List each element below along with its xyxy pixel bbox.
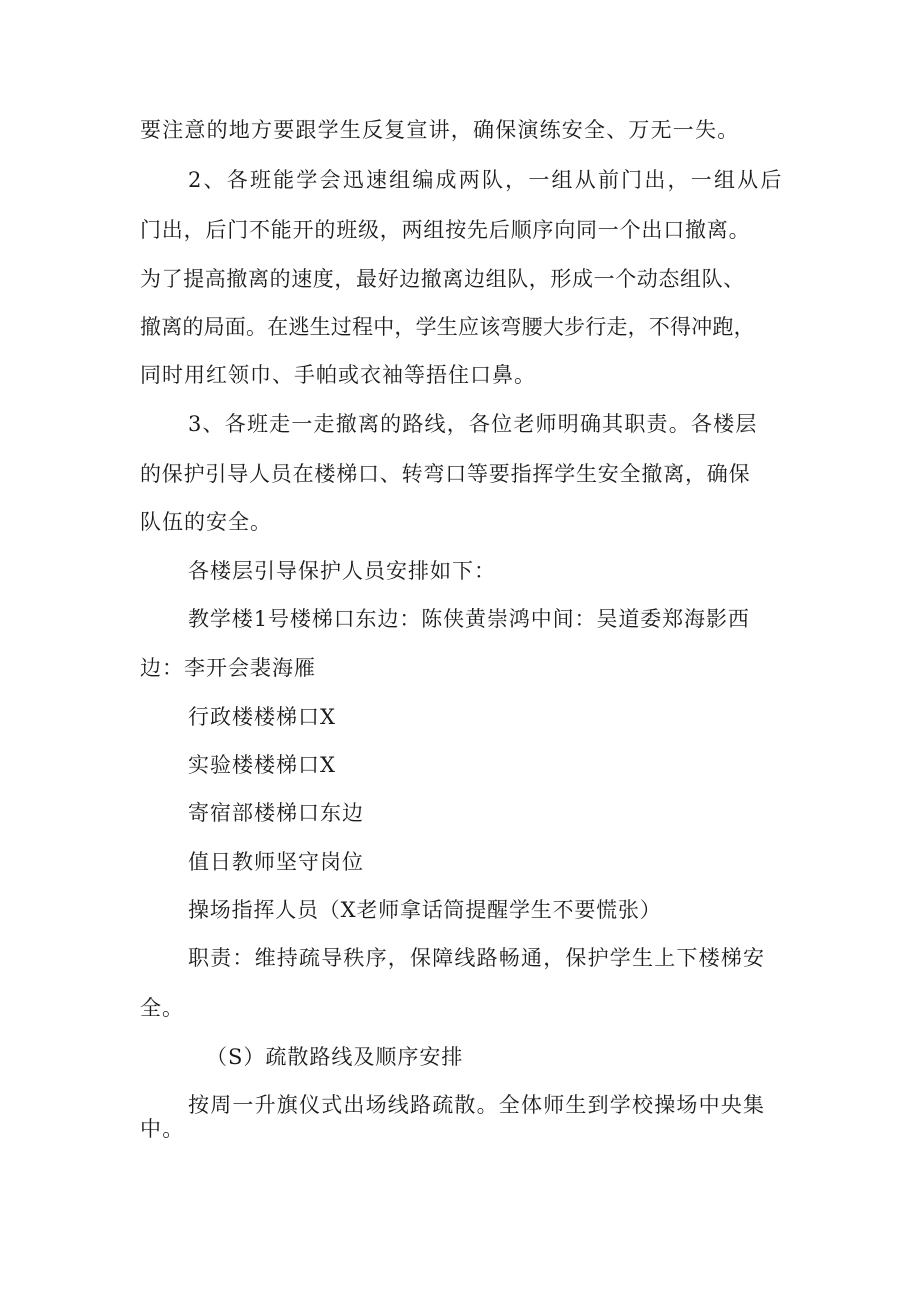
- text-line-5: 撤离的局面。在逃生过程中，学生应该弯腰大步行走，不得冲跑，: [140, 315, 755, 339]
- text-line-2: 2、各班能学会迅速组编成两队，一组从前门出，一组从后: [188, 168, 784, 192]
- text-line-16: 值日教师坚守岗位: [188, 850, 364, 874]
- text-line-17: 操场指挥人员（X老师拿话筒提醒学生不要慌张）: [188, 898, 662, 922]
- text-line-19: 全。: [140, 996, 184, 1020]
- section-heading: （S）疏散路线及顺序安排: [206, 1045, 464, 1069]
- text-line-18: 职责：维持疏导秩序，保障线路畅通，保护学生上下楼梯安: [188, 946, 766, 970]
- text-line-7: 3、各班走一走撤离的路线，各位老师明确其职责。各楼层: [188, 412, 758, 436]
- text-line-10: 各楼层引导保护人员安排如下：: [188, 559, 496, 583]
- text-line-13: 行政楼楼梯口X: [188, 705, 336, 729]
- text-line-6: 同时用红领巾、手帕或衣袖等捂住口鼻。: [140, 363, 536, 387]
- text-line-9: 队伍的安全。: [140, 510, 272, 534]
- text-line-22: 中。: [140, 1117, 185, 1141]
- text-line-14: 实验楼楼梯口X: [188, 753, 336, 777]
- text-line-1: 要注意的地方要跟学生反复宣讲，确保演练安全、万无一失。: [140, 118, 740, 142]
- text-line-15: 寄宿部楼梯口东边: [188, 801, 364, 825]
- text-line-11: 教学楼1号楼梯口东边：陈侠黄崇鸿中间：吴道委郑海影西: [188, 607, 750, 631]
- text-line-8: 的保护引导人员在楼梯口、转弯口等要指挥学生安全撤离，确保: [140, 462, 751, 486]
- text-line-3: 门出，后门不能开的班级，两组按先后顺序向同一个出口撤离。: [140, 218, 751, 242]
- text-line-21: 按周一升旗仪式出场线路疏散。全体师生到学校操场中央集: [188, 1093, 766, 1117]
- text-line-4: 为了提高撤离的速度，最好边撤离边组队，形成一个动态组队、: [140, 267, 745, 291]
- text-line-12: 边：李开会裴海雁: [140, 656, 316, 680]
